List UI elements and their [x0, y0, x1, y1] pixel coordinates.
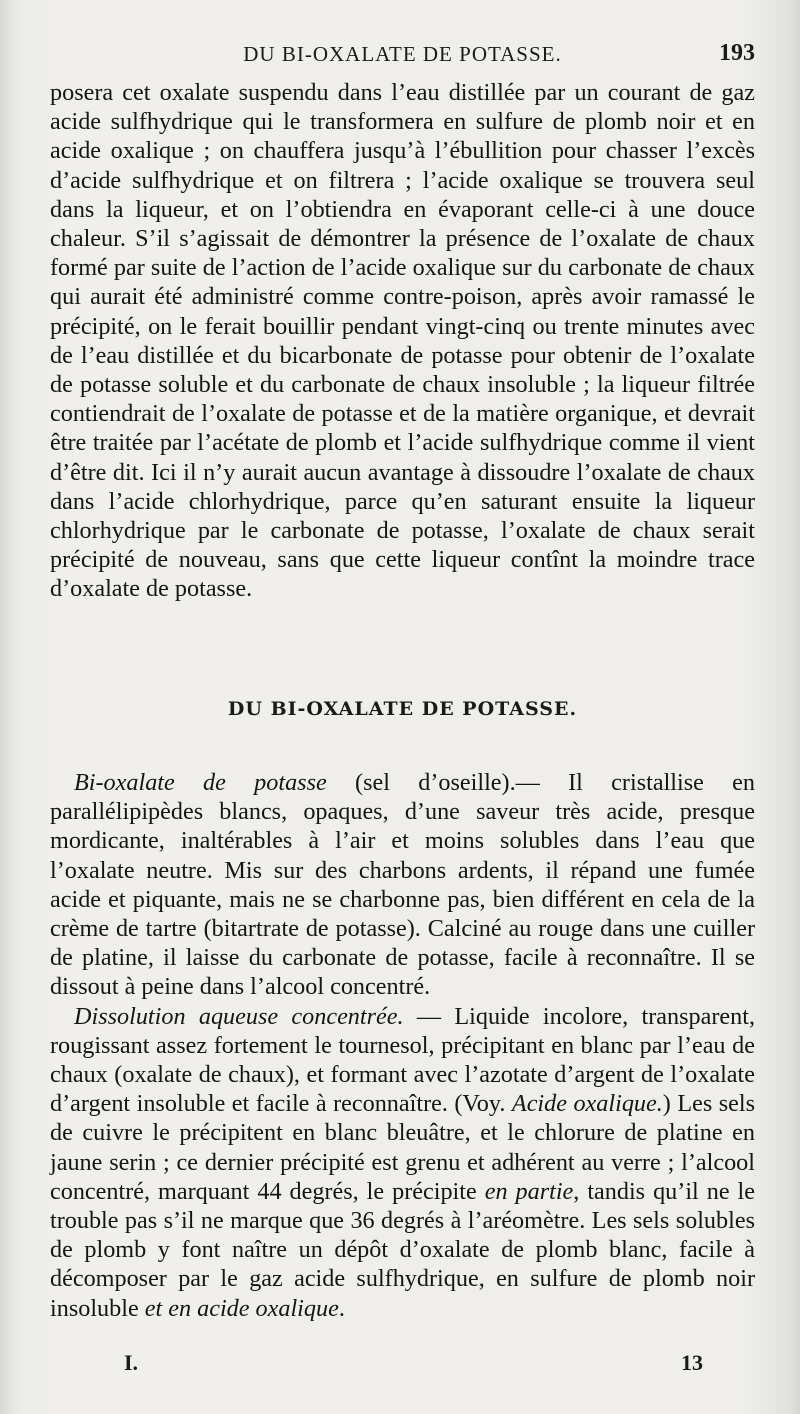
paragraph-bi-oxalate [50, 768, 755, 1002]
dissolution-text-2: ) Les sels de cuivre le précipitent en blanc bleuâtre, et le chlorure de platine en jaune serin ; ce dernier précipité est grenu et adhérent au verre ; l’alcool concentré, marquant 44 degrés, le précipite [50, 1090, 755, 1205]
continuation-paragraph: posera cet oxalate suspendu dans l’eau distillée par un courant de gaz acide sulfhydrique qui le transformera en sulfure de plomb noir et en acide oxalique ; on chauffera jusqu’à l’ébullition pour chasser l’excès d’acide sulfhydrique et on filtrera ; l’acide oxalique se trouvera seul dans la liqueur, et on l’obtiendra en évaporant celle-ci à une douce chaleur. S’il s’agissait de démontrer la présence de l’oxalate de chaux formé par suite de l’action de l’acide oxalique sur du carbonate de chaux qui aurait été administré comme contre-poison, après avoir ramassé le précipité, on le ferait bouillir pendant vingt-cinq ou trente minutes avec de l’eau distillée et du bicarbonate de potasse pour obtenir de l’oxalate de potasse soluble et du carbonate de chaux insoluble ; la liqueur filtrée contiendrait de l’oxalate de potasse et de la matière organique, et devrait être traitée par l’acétate de plomb et l’acide sulfhydrique comme il vient d’être dit. Ici il n’y aurait aucun avantage à dissoudre l’oxalate de chaux dans l’acide chlorhydrique, parce qu’en saturant ensuite la liqueur chlorhydrique par le carbonate de potasse, l’oxalate de chaux serait précipité de nouveau, sans que cette liqueur contînt la moindre trace d’oxalate de potasse. [50, 79, 755, 603]
paragraph-dissolution [50, 1002, 755, 1323]
term-dissolution: Dissolution aqueuse concentrée. [74, 1002, 404, 1030]
signature-volume: I. [124, 1350, 139, 1375]
section-heading: DU BI-OXALATE DE POTASSE. [227, 698, 578, 720]
continuation-text [50, 78, 755, 604]
running-head [50, 40, 755, 74]
signature-number: 13 [681, 1350, 703, 1375]
dissolution-text-1: — Liquide incolore, transparent, rougissant assez fortement le tournesol, précipitant en blanc par l’eau de chaux (oxalate de chaux), et formant avec l’azotate d’argent de l’oxalate d’argent insoluble et facile à reconnaître. (Voy. [50, 1002, 755, 1118]
paragraph-bi-oxalate-text: (sel d’oseille).— Il cristallise en parallélipipèdes blancs, opaques, d’une saveur très acide, presque mordicante, inaltérables à l’air et moins solubles dans l’eau que l’oxalate neutre. Mis sur des charbons ardents, il répand une fumée acide et piquante, mais ne se charbonne pas, bien différent en cela de la crème de tartre (bitartrate de potasse). Calciné au rouge dans une cuiller de platine, il laisse du carbonate de potasse, facile à reconnaître. Il se dissout à peine dans l’alcool concentré. [50, 769, 755, 1001]
emphasis-acide-oxalique: et en acide oxalique [144, 1294, 339, 1322]
emphasis-en-partie: en partie [484, 1177, 574, 1205]
dissolution-text-3: , tandis qu’il ne le trouble pas s’il ne marque que 36 degrés à l’aréomètre. Les sels solubles de plomb y font naître un dépôt d’oxalate de plomb blanc, facile à décomposer par le gaz acide sulfhydrique, en sulfure de plomb noir insoluble [50, 1177, 756, 1322]
dissolution-text-4: . [338, 1294, 345, 1322]
cross-reference: Acide oxalique. [511, 1090, 663, 1118]
section-text [50, 768, 755, 1323]
running-title: DU BI-OXALATE DE POTASSE. [243, 42, 562, 66]
term-bi-oxalate: Bi-oxalate de potasse [74, 769, 327, 796]
page-number: 193 [719, 40, 755, 66]
page-footer [50, 1350, 755, 1380]
